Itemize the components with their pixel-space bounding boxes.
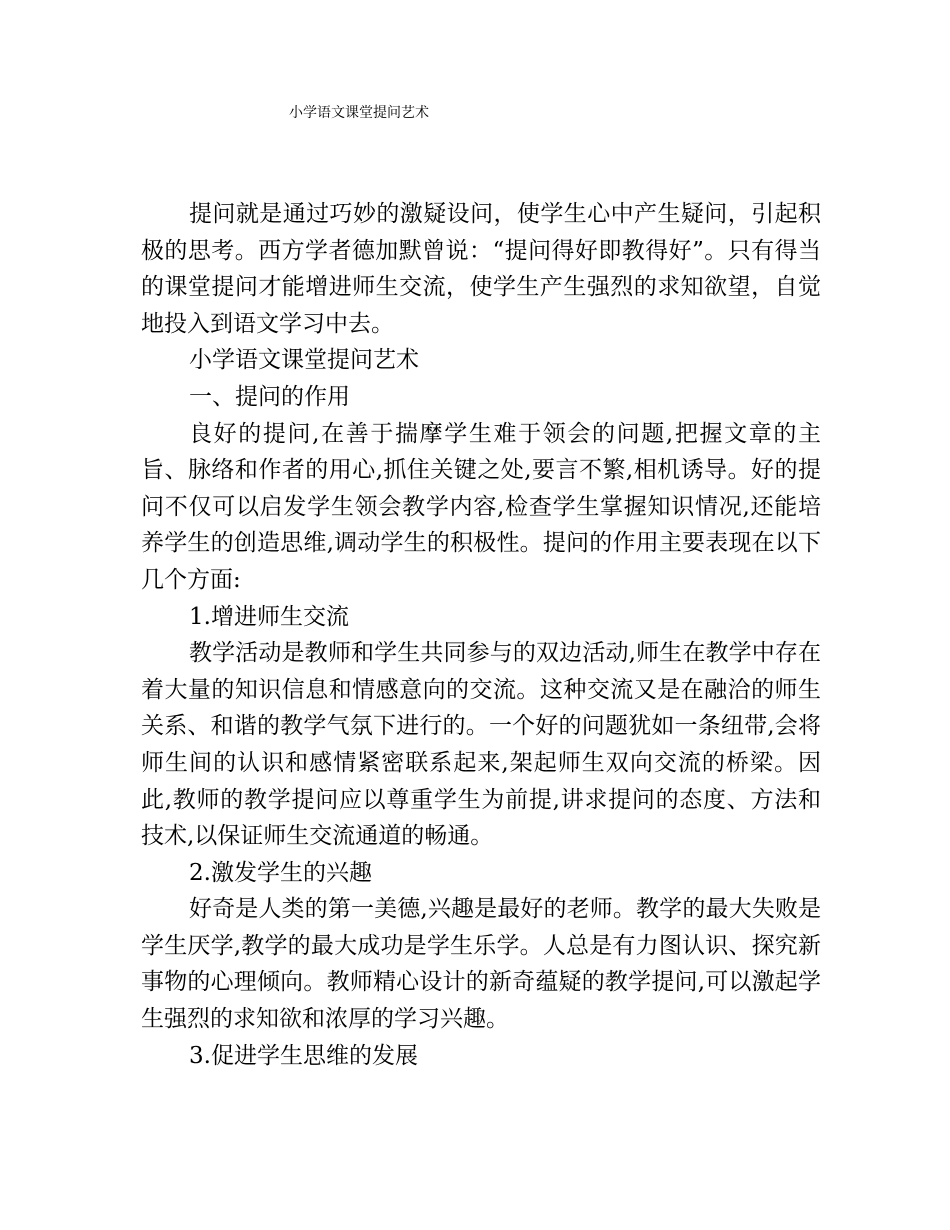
- subsection-heading-3: 3.促进学生思维的发展: [189, 1042, 418, 1069]
- article-title: 小学语文课堂提问艺术: [189, 347, 419, 374]
- intro-paragraph: 提问就是通过巧妙的激疑设问，使学生心中产生疑问，引起积极的思考。西方学者德加默曾说：“提问得好即教得好”。只有得当的课堂提问才能增进师生交流，使学生产生强烈的求知欲望，自觉地投入到语文学习中去。: [141, 201, 821, 337]
- subsection-heading-1: 1.增进师生交流: [189, 603, 349, 630]
- section-heading-1: 一、提问的作用: [189, 383, 350, 410]
- section-paragraph-1: 良好的提问,在善于揣摩学生难于领会的问题,把握文章的主旨、脉络和作者的用心,抓住关键之处,要言不繁,相机诱导。好的提问不仅可以启发学生领会教学内容,检查学生掌握知识情况,还能培养学生的创造思维,调动学生的积极性。提问的作用主要表现在以下几个方面:: [141, 420, 821, 593]
- subsection-paragraph-1: 教学活动是教师和学生共同参与的双边活动,师生在教学中存在着大量的知识信息和情感意向的交流。这种交流又是在融洽的师生关系、和谐的教学气氛下进行的。一个好的问题犹如一条纽带,会将师生间的认识和感情紧密联系起来,架起师生双向交流的桥梁。因此,教师的教学提问应以尊重学生为前提,讲求提问的态度、方法和技术,以保证师生交流通道的畅通。: [141, 640, 821, 850]
- subsection-paragraph-2: 好奇是人类的第一美德,兴趣是最好的老师。教学的最大失败是学生厌学,教学的最大成功是学生乐学。人总是有力图认识、探究新事物的心理倾向。教师精心设计的新奇蕴疑的教学提问,可以激起学生强烈的求知欲和浓厚的学习兴趣。: [141, 896, 821, 1033]
- subsection-heading-2: 2.激发学生的兴趣: [189, 859, 372, 886]
- page-header-title: 小学语文课堂提问艺术: [289, 105, 429, 121]
- document-body: [141, 196, 821, 1074]
